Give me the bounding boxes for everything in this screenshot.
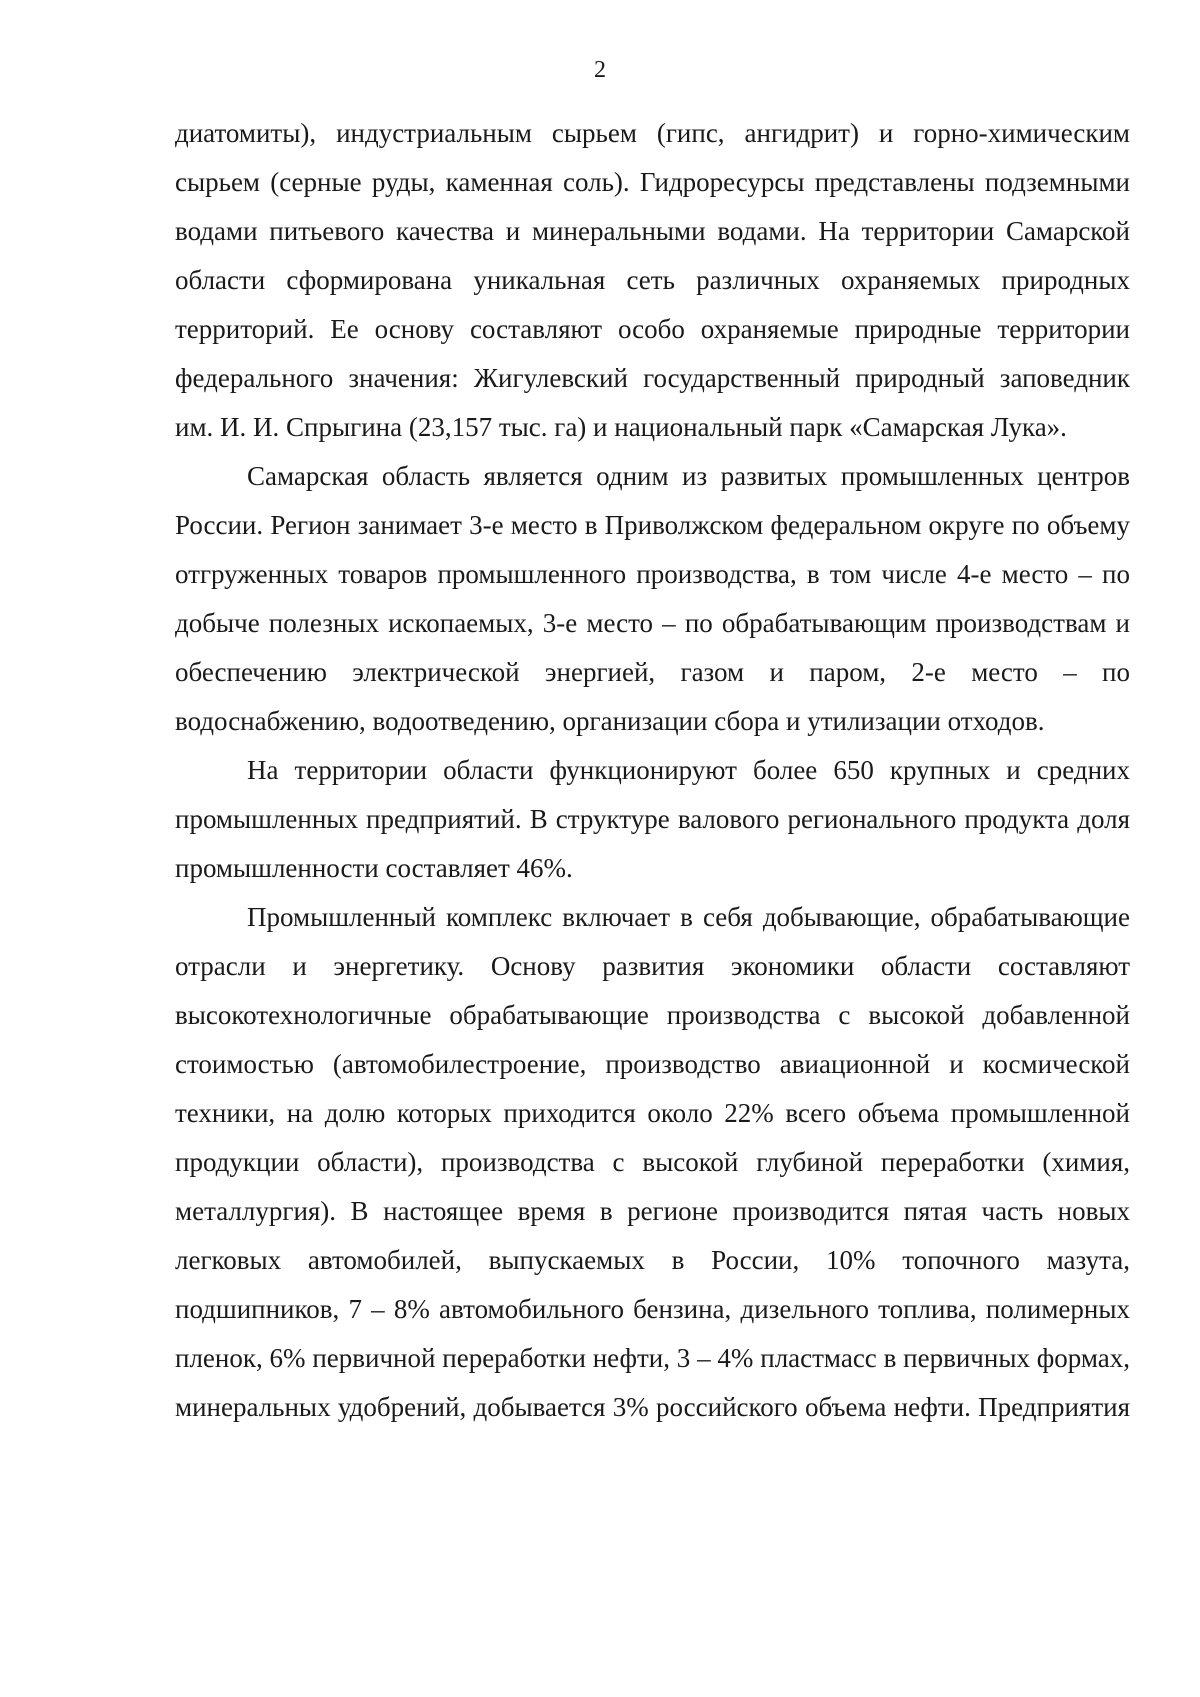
page-number: 2 [594, 57, 606, 83]
paragraph-enterprises: На территории области функционируют более 650 крупных и средних промышленных предприятий. В структуре валового регионального продукта доля промышленности составляет 46%. [175, 755, 1130, 883]
paragraph-natural-resources: диатомиты), индустриальным сырьем (гипс, ангидрит) и горно-химическим сырьем (серные руды, каменная соль). Гидроресурсы представлены подземными водами питьевого качества и минеральными водами. На территории Самарской области сформирована уникальная сеть различных охраняемых природных территорий. Ее основу составляют особо охраняемые природные территории федерального значения: Жигулевский государственный природный заповедник им. И. И. Спрыгина (23,157 тыс. га) и национальный парк «Самарская Лука». [175, 118, 1130, 442]
paragraph-industrial-centers: Самарская область является одним из развитых промышленных центров России. Регион занимает 3-е место в Приволжском федеральном округе по объему отгруженных товаров промышленного производства, в том числе 4-е место – по добыче полезных ископаемых, 3-е место – по обрабатывающим производствам и обеспечению электрической энергией, газом и паром, 2-е место – по водоснабжению, водоотведению, организации сбора и утилизации отходов. [175, 461, 1130, 736]
body-text [175, 109, 1130, 1432]
paragraph-industrial-complex: Промышленный комплекс включает в себя добывающие, обрабатывающие отрасли и энергетику. Основу развития экономики области составляют высокотехнологичные обрабатывающие производства с высокой добавленной стоимостью (автомобилестроение, производство авиационной и космической техники, на долю которых приходится около 22% всего объема промышленной продукции области), производства с высокой глубиной переработки (химия, металлургия). В настоящее время в регионе производится пятая часть новых легковых автомобилей, выпускаемых в России, 10% топочного мазута, подшипников, 7 – 8% автомобильного бензина, дизельного топлива, полимерных пленок, 6% первичной переработки нефти, 3 – 4% пластмасс в первичных формах, минеральных удобрений, добывается 3% российского объема нефти. Предприятия [175, 902, 1130, 1422]
